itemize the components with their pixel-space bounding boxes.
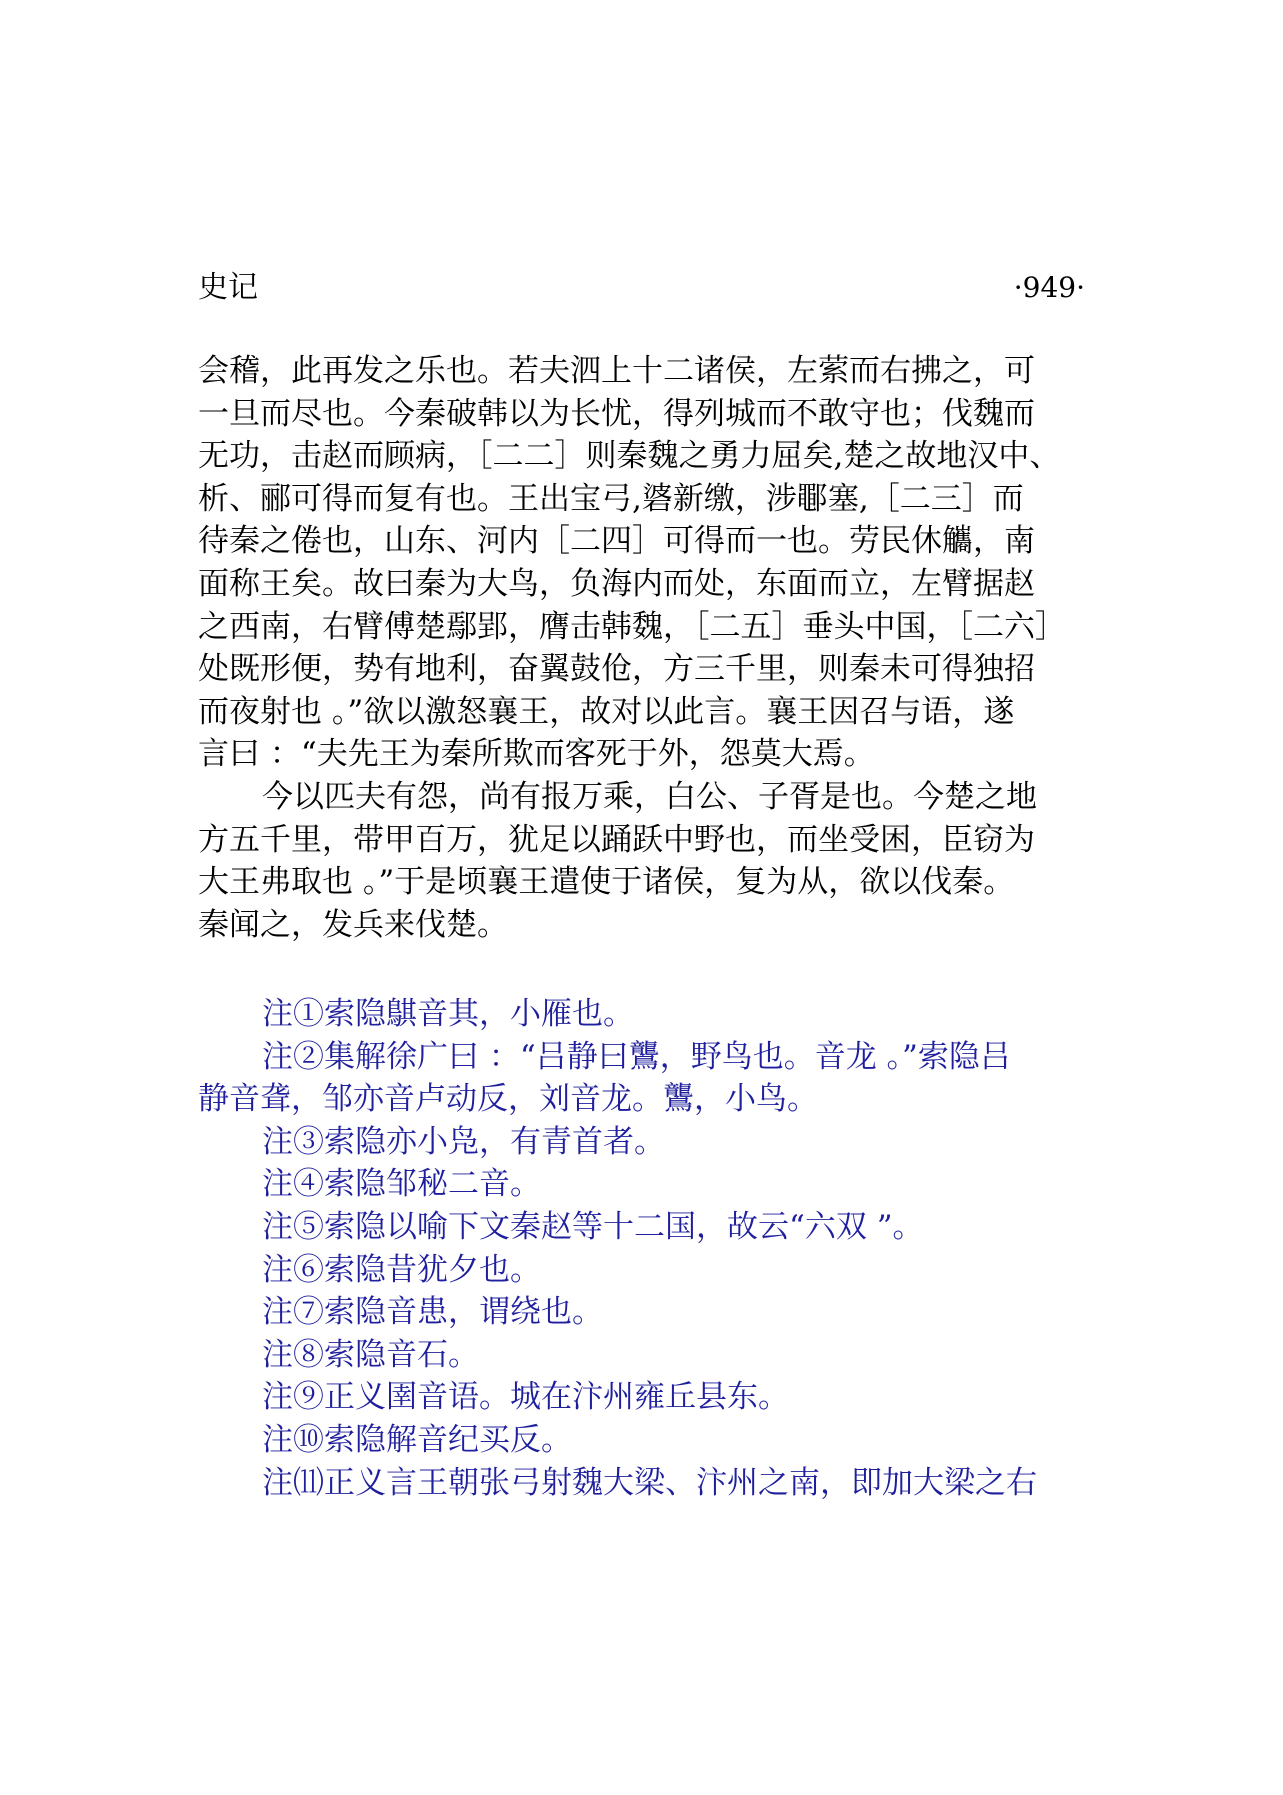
text-line: 会稽，此再发之乐也。若夫泗上十二诸侯，左萦而右拂之，可 bbox=[198, 353, 1035, 389]
text-line: 大王弗取也 。”于是顷襄王遣使于诸侯，复为从，欲以伐秦。 bbox=[198, 864, 1015, 901]
book-title: 史记 bbox=[198, 270, 258, 305]
text-line: 而夜射也 。”欲以激怒襄王，故对以此言。襄王因召与语，遂 bbox=[198, 693, 1015, 730]
note-line: 注⑦索隐音患，谓绕也。 bbox=[262, 1294, 603, 1331]
text-line: 面称王矣。故曰秦为大鸟，负海内而处，东面而立，左臂据赵 bbox=[198, 565, 1035, 602]
text-line: 言曰 ：“夫先王为秦所欺而客死于外，怨莫大焉。 bbox=[198, 736, 875, 773]
note-line: 注⑩索隐解音纪买反。 bbox=[262, 1421, 572, 1458]
note-line: 注②集解徐广曰 ：“吕静曰鸗，野鸟也。音龙 。”索隐吕 bbox=[262, 1038, 1011, 1075]
page-header bbox=[198, 268, 1085, 312]
note-line: 注⑤索隐以喻下文秦赵等十二国，故云“六双 ”。 bbox=[262, 1208, 924, 1245]
note-line: 注①索隐鶀音其，小雁也。 bbox=[262, 996, 634, 1032]
text-line: 方五千里，带甲百万，犹足以踊跃中野也，而坐受困，臣窃为 bbox=[198, 821, 1035, 858]
note-line: 注⑥索隐昔犹夕也。 bbox=[262, 1251, 541, 1288]
note-line: 注⑾正义言王朝张弓射魏大梁、汴州之南，即加大梁之右 bbox=[262, 1464, 1037, 1501]
text-line: 今以匹夫有怨，尚有报万乘，白公、子胥是也。今楚之地 bbox=[262, 778, 1037, 815]
text-line: 之西南，右臂傅楚鄢郢，膺击韩魏，［二五］垂头中国，［二六］ bbox=[198, 608, 1066, 645]
annotations bbox=[198, 993, 1098, 1504]
note-line: 注⑧索隐音石。 bbox=[262, 1336, 479, 1373]
text-line: 待秦之倦也，山东、河内［二四］可得而一也。劳民休觿，南 bbox=[198, 523, 1035, 560]
text-line: 一旦而尽也。今秦破韩以为长忧，得列城而不敢守也；伐魏而 bbox=[198, 395, 1035, 432]
page-number: ·949· bbox=[1013, 271, 1085, 304]
text-line: 秦闻之，发兵来伐楚。 bbox=[198, 906, 508, 943]
text-line: 无功，击赵而顾病，［二二］则秦魏之勇力屈矣,楚之故地汉中、 bbox=[198, 438, 1061, 475]
main-text bbox=[198, 350, 1098, 946]
text-line: 处既形便，势有地利，奋翼鼓伧，方三千里，则秦未可得独招 bbox=[198, 651, 1035, 688]
note-line: 静音聋，邹亦音卢动反，刘音龙。鸗，小鸟。 bbox=[198, 1081, 818, 1118]
text-line: 析、郦可得而复有也。王出宝弓,碆新缴，涉鄳塞,［二三］而 bbox=[198, 480, 1024, 517]
note-line: 注④索隐邹秘二音。 bbox=[262, 1166, 541, 1203]
note-line: 注⑨正义圉音语。城在汴州雍丘县东。 bbox=[262, 1379, 789, 1416]
note-line: 注③索隐亦小凫，有青首者。 bbox=[262, 1123, 665, 1160]
